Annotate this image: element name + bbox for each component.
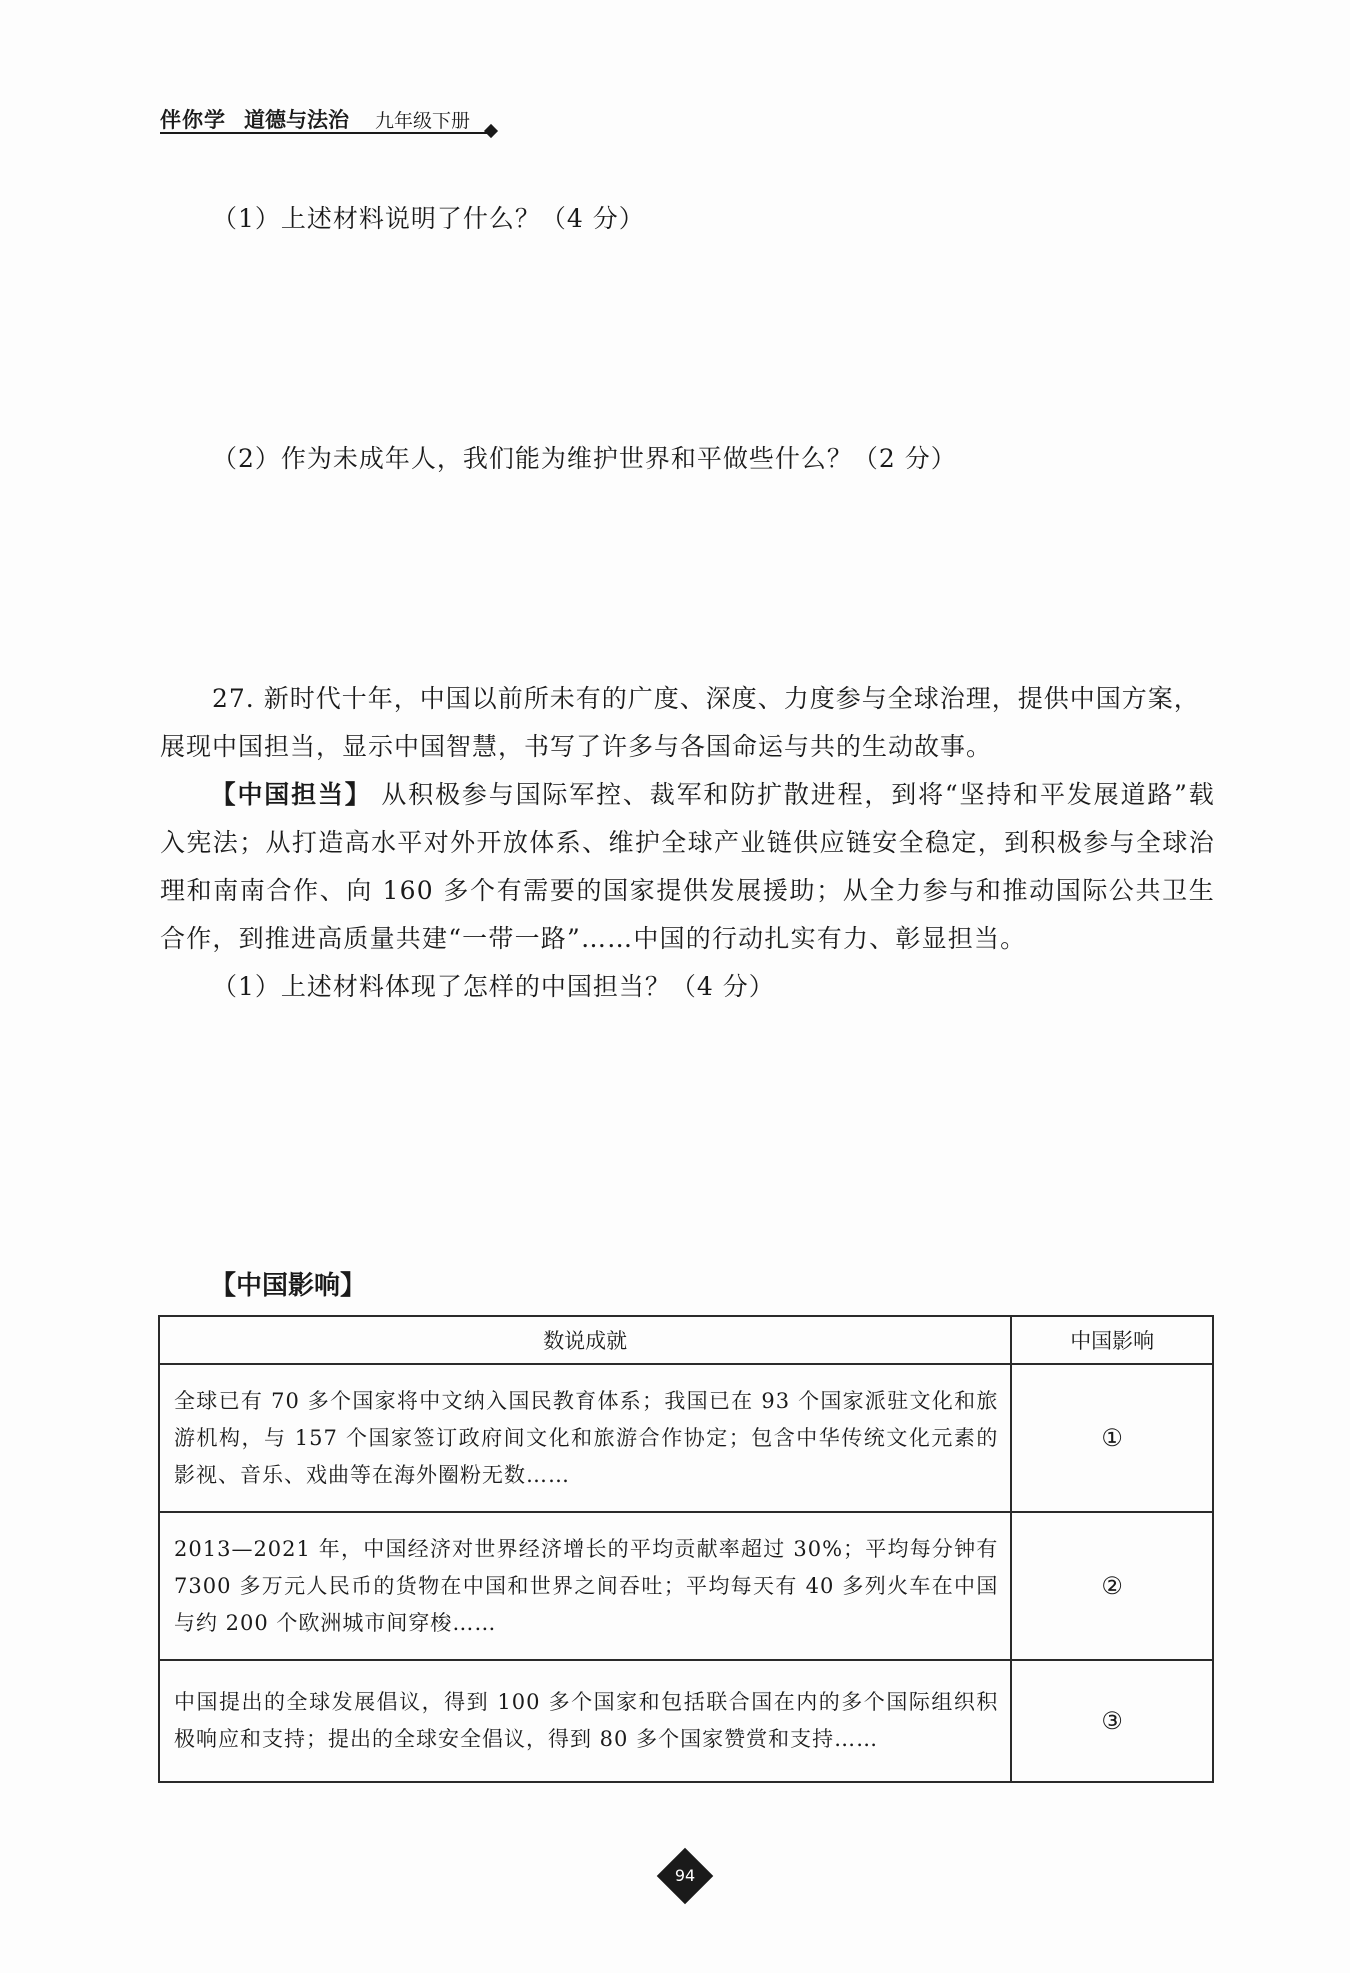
book-title: 伴你学 (160, 108, 226, 132)
section-china-responsibility (160, 771, 1215, 963)
section-text-responsibility: 从积极参与国际军控、裁军和防扩散进程，到将“坚持和平发展道路”载入宪法；从打造高水平对外开放体系、维护全球产业链供应链安全稳定，到积极参与全球治理和南南合作、向 160 多个有需要的国家提供发展援助；从全力参与和推动国际公共卫生合作，到推进高质量共建“一带一路”……中国的行动扎实有力、彰显担当。 (160, 780, 1215, 953)
question-26-1: （1）上述材料说明了什么？（4 分） (212, 204, 645, 233)
table-cell-text: 中国提出的全球发展倡议，得到 100 多个国家和包括联合国在内的多个国际组织积极响应和支持；提出的全球安全倡议，得到 80 多个国家赞赏和支持…… (174, 1690, 999, 1751)
table-header-achievements: 数说成就 (159, 1316, 1011, 1364)
achievements-table (158, 1315, 1214, 1783)
page-number: 94 (674, 1866, 696, 1885)
section-tag-responsibility: 【中国担当】 (210, 780, 372, 809)
table-cell-text: 全球已有 70 多个国家将中文纳入国民教育体系；我国已在 93 个国家派驻文化和旅游机构，与 157 个国家签订政府间文化和旅游合作协定；包含中华传统文化元素的影视、音乐、戏曲等在海外圈粉无数…… (174, 1388, 999, 1487)
section-tag-influence: 【中国影响】 (210, 1271, 367, 1301)
subject-title: 道德与法治 (244, 108, 349, 132)
running-header (160, 104, 470, 134)
header-rule (160, 132, 490, 134)
table-cell-mark: ③ (1011, 1660, 1213, 1782)
table-cell-mark: ② (1011, 1512, 1213, 1660)
question-26-2: （2）作为未成年人，我们能为维护世界和平做些什么？（2 分） (212, 444, 957, 473)
table-row (159, 1512, 1213, 1660)
question-27-1: （1）上述材料体现了怎样的中国担当？（4 分） (212, 972, 775, 1001)
table-row (159, 1364, 1213, 1512)
question-27-intro-line1: 27. 新时代十年，中国以前所未有的广度、深度、力度参与全球治理，提供中国方案， (212, 684, 1200, 713)
table-row (159, 1660, 1213, 1782)
table-header-influence: 中国影响 (1011, 1316, 1213, 1364)
table-header-row (159, 1316, 1213, 1364)
grade-label: 九年级下册 (375, 110, 471, 132)
table-cell-text: 2013—2021 年，中国经济对世界经济增长的平均贡献率超过 30%；平均每分钟有 7300 多万元人民币的货物在中国和世界之间吞吐；平均每天有 40 多列火车在中国与约 200 个欧洲城市间穿梭…… (174, 1536, 999, 1635)
header-diamond-icon (484, 124, 498, 138)
table-cell-mark: ① (1011, 1364, 1213, 1512)
question-27-intro-line2: 展现中国担当，显示中国智慧，书写了许多与各国命运与共的生动故事。 (160, 732, 993, 761)
